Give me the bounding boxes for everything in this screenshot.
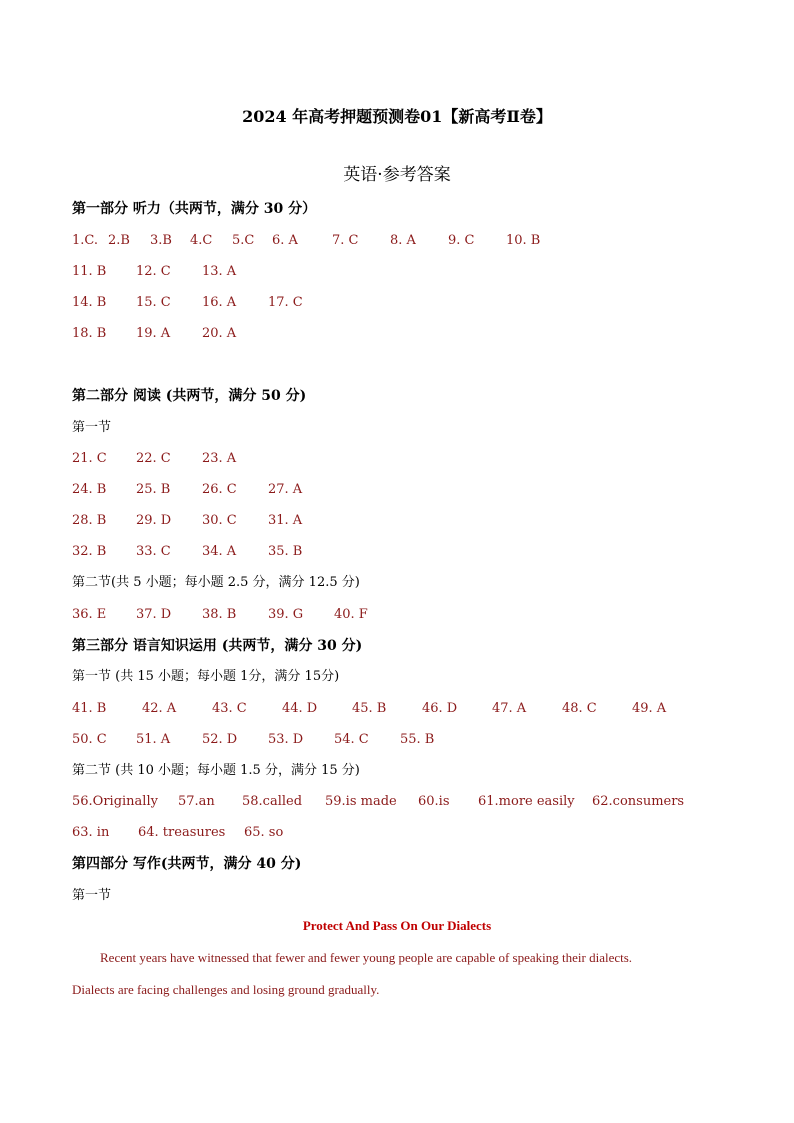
- answer: 18. B: [72, 326, 107, 341]
- answer: 64. treasures: [138, 825, 226, 840]
- answer: 48. C: [562, 701, 597, 716]
- answer: 15. C: [136, 295, 171, 310]
- essay-title: Protect And Pass On Our Dialects: [302, 918, 492, 933]
- part4-section1-label: 第一节: [72, 888, 112, 903]
- answer: 12. C: [136, 264, 171, 279]
- answer: 34. A: [202, 544, 237, 559]
- page-title: 2024 年高考押题预测卷01【新高考Ⅱ卷】: [242, 107, 552, 126]
- answer: 33. C: [136, 544, 171, 559]
- answer: 40. F: [334, 607, 368, 622]
- answer: 49. A: [632, 701, 667, 716]
- answer: 19. A: [136, 326, 171, 341]
- answer: 22. C: [136, 451, 171, 466]
- answer: 38. B: [202, 607, 237, 622]
- answer: 35. B: [268, 544, 303, 559]
- answer: 29. D: [136, 513, 172, 528]
- part3-section1-label: 第一节 (共 15 小题；每小题 1分，满分 15分): [72, 669, 340, 684]
- answer: 3.B: [150, 233, 172, 248]
- answer: 37. D: [136, 607, 172, 622]
- answer: 2.B: [108, 233, 130, 248]
- answer: 60.is: [418, 794, 450, 809]
- answer: 53. D: [268, 732, 304, 747]
- answer: 28. B: [72, 513, 107, 528]
- answer: 39. G: [268, 607, 304, 622]
- part3-section2-label: 第二节 (共 10 小题；每小题 1.5 分，满分 15 分): [72, 763, 360, 778]
- page-subtitle: 英语·参考答案: [343, 165, 451, 185]
- answer: 21. C: [72, 451, 107, 466]
- answer: 47. A: [492, 701, 527, 716]
- answer: 44. D: [282, 701, 318, 716]
- answer: 8. A: [390, 233, 416, 248]
- answer: 23. A: [202, 451, 237, 466]
- answer: 65. so: [244, 825, 284, 840]
- answer: 11. B: [72, 264, 107, 279]
- answer: 17. C: [268, 295, 303, 310]
- part2-section2-label: 第二节(共 5 小题；每小题 2.5 分，满分 12.5 分): [72, 575, 360, 590]
- part2-section1-label: 第一节: [72, 420, 112, 435]
- answer: 16. A: [202, 295, 237, 310]
- answer: 20. A: [202, 326, 237, 341]
- answer: 32. B: [72, 544, 107, 559]
- answer: 10. B: [506, 233, 541, 248]
- answer: 30. C: [202, 513, 237, 528]
- answer: 59.is made: [325, 794, 397, 809]
- answer: 55. B: [400, 732, 435, 747]
- answer: 13. A: [202, 264, 237, 279]
- answer: 62.consumers: [592, 794, 685, 809]
- answer: 50. C: [72, 732, 107, 747]
- answer: 54. C: [334, 732, 369, 747]
- answer: 56.Originally: [72, 794, 158, 809]
- answer: 24. B: [72, 482, 107, 497]
- answer: 36. E: [72, 607, 107, 622]
- answer: 42. A: [142, 701, 177, 716]
- answer: 27. A: [268, 482, 303, 497]
- part2-heading: 第二部分 阅读 (共两节，满分 50 分): [72, 388, 307, 404]
- answer: 46. D: [422, 701, 458, 716]
- essay-line: Dialects are facing challenges and losing ground gradually.: [72, 982, 380, 997]
- part1-heading: 第一部分 听力（共两节，满分 30 分）: [72, 201, 317, 217]
- answer: 43. C: [212, 701, 247, 716]
- answer: 51. A: [136, 732, 171, 747]
- answer: 25. B: [136, 482, 171, 497]
- answer: 58.called: [242, 794, 303, 809]
- answer: 7. C: [332, 233, 359, 248]
- answer: 45. B: [352, 701, 387, 716]
- answer: 4.C: [190, 233, 213, 248]
- answer: 52. D: [202, 732, 238, 747]
- answer: 61.more easily: [478, 794, 575, 809]
- answer: 9. C: [448, 233, 475, 248]
- part3-heading: 第三部分 语言知识运用 (共两节，满分 30 分): [72, 638, 363, 654]
- answer: 6. A: [272, 233, 298, 248]
- answer: 5.C: [232, 233, 255, 248]
- answer: 41. B: [72, 701, 107, 716]
- essay-line: Recent years have witnessed that fewer and fewer young people are capable of speaking their dialects.: [100, 950, 633, 965]
- answer: 31. A: [268, 513, 303, 528]
- answer: 14. B: [72, 295, 107, 310]
- answer: 57.an: [178, 794, 215, 809]
- answer: 1.C.: [72, 233, 99, 248]
- part4-heading: 第四部分 写作(共两节，满分 40 分): [72, 856, 302, 872]
- answer: 26. C: [202, 482, 237, 497]
- answer: 63. in: [72, 825, 110, 840]
